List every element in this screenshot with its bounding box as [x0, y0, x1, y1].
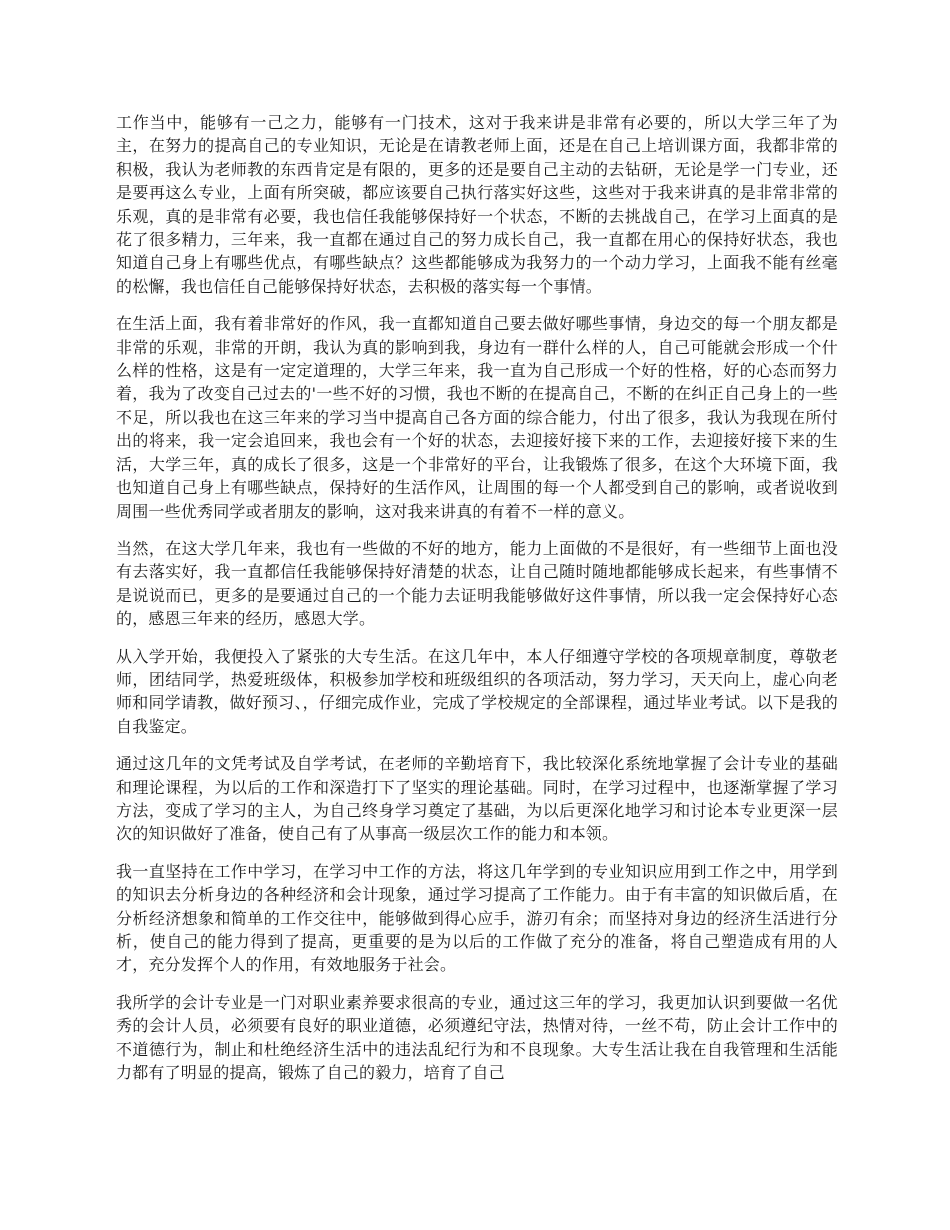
paragraph-5: 通过这几年的文凭考试及自学考试，在老师的辛勤培育下，我比较深化系统地掌握了会计专业的基础和理论课程，为以后的工作和深造打下了坚实的理论基础。同时，在学习过程中，也逐渐掌握了学习方法，变成了学习的主人，为自己终身学习奠定了基础，为以后更深化地学习和讨论本专业更深一层次的知识做好了准备，使自己有了从事高一级层次工作的能力和本领。: [116, 754, 838, 844]
document-page: [116, 111, 838, 1098]
paragraph-4: 从入学开始，我便投入了紧张的大专生活。在这几年中，本人仔细遵守学校的各项规章制度，尊敬老师，团结同学，热爱班级体，积极参加学校和班级组织的各项活动，努力学习，天天向上，虚心向老师和同学请教，做好预习、，仔细完成作业，完成了学校规定的全部课程，通过毕业考试。以下是我的自我鉴定。: [116, 646, 838, 736]
paragraph-7: 我所学的会计专业是一门对职业素养要求很高的专业，通过这三年的学习，我更加认识到要做一名优秀的会计人员，必须要有良好的职业道德，必须遵纪守法，热情对待，一丝不苟，防止会计工作中的不道德行为，制止和杜绝经济生活中的违法乱纪行为和不良现象。大专生活让我在自我管理和生活能力都有了明显的提高，锻炼了自己的毅力，培育了自己: [116, 992, 838, 1083]
paragraph-2: 在生活上面，我有着非常好的作风，我一直都知道自己要去做好哪些事情，身边交的每一个朋友都是非常的乐观，非常的开朗，我认为真的影响到我，身边有一群什么样的人，自己可能就会形成一个什么样的性格，这是有一定定道理的，大学三年来，我一直为自己形成一个好的性格，好的心态而努力着，我为了改变自己过去的'一些不好的习惯，我也不断的在提高自己，不断的在纠正自己身上的一些不足，所以我也在这三年来的学习当中提高自己各方面的综合能力，付出了很多，我认为我现在所付出的将来，我一定会追回来，我也会有一个好的状态，去迎接好接下来的工作，去迎接好接下来的生活，大学三年，真的成长了很多，这是一个非常好的平台，让我锻炼了很多，在这个大环境下面，我也知道自己身上有哪些缺点，保持好的生活作风，让周围的每一个人都受到自己的影响，或者说收到周围一些优秀同学或者朋友的影响，这对我来讲真的有着不一样的意义。: [116, 314, 838, 521]
paragraph-6: 我一直坚持在工作中学习，在学习中工作的方法，将这几年学到的专业知识应用到工作之中，用学到的知识去分析身边的各种经济和会计现象，通过学习提高了工作能力。由于有丰富的知识做后盾，在分析经济想象和简单的工作交往中，能够做到得心应手，游刃有余；而坚持对身边的经济生活进行分析，使自己的能力得到了提高，更重要的是为以后的工作做了充分的准备，将自己塑造成有用的人才，充分发挥个人的作用，有效地服务于社会。: [116, 861, 838, 975]
paragraph-3: 当然，在这大学几年来，我也有一些做的不好的地方，能力上面做的不是很好，有一些细节上面也没有去落实好，我一直都信任我能够保持好清楚的状态，让自己随时随地都能够成长起来，有些事情不是说说而已，更多的是要通过自己的一个能力去证明我能够做好这件事情，所以我一定会保持好心态的，感恩三年来的经历，感恩大学。: [116, 538, 838, 629]
paragraph-1: 工作当中，能够有一己之力，能够有一门技术，这对于我来讲是非常有必要的，所以大学三年了为主，在努力的提高自己的专业知识，无论是在请教老师上面，还是在自己上培训课方面，我都非常的积极，我认为老师教的东西肯定是有限的，更多的还是要自己主动的去钻研，无论是学一门专业，还是要再这么专业，上面有所突破，都应该要自己执行落实好这些，这些对于我来讲真的是非常非常的乐观，真的是非常有必要，我也信任我能够保持好一个状态，不断的去挑战自己，在学习上面真的是花了很多精力，三年来，我一直都在通过自己的努力成长自己，我一直都在用心的保持好状态，我也知道自己身上有哪些优点，有哪些缺点？这些都能够成为我努力的一个动力学习，上面我不能有丝毫的松懈，我也信任自己能够保持好状态，去积极的落实每一个事情。: [116, 113, 838, 296]
